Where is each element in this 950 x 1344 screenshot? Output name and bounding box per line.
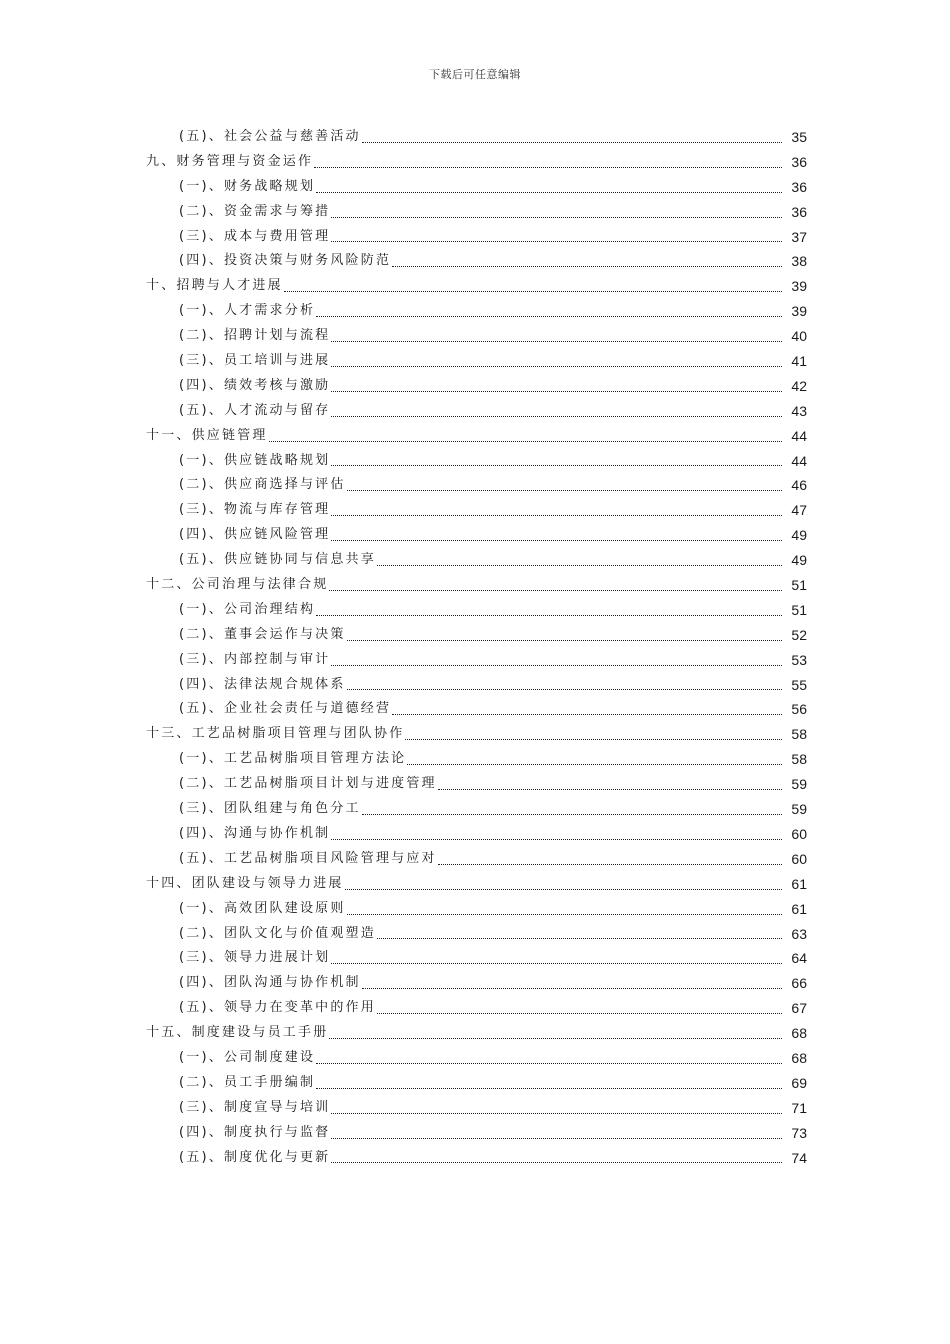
toc-entry-label: 十三、工艺品树脂项目管理与团队协作 (146, 722, 404, 747)
toc-dot-leader (331, 665, 782, 666)
toc-dot-leader (377, 565, 782, 566)
toc-dot-leader (377, 1013, 782, 1014)
toc-section-entry[interactable] (0, 673, 950, 698)
toc-dot-leader (331, 465, 782, 466)
toc-section-entry[interactable] (0, 399, 950, 424)
toc-page-number: 66 (791, 975, 807, 992)
toc-section-entry[interactable] (0, 922, 950, 947)
toc-section-entry[interactable] (0, 747, 950, 772)
toc-section-entry[interactable] (0, 125, 950, 150)
toc-entry-label: (三)、团队组建与角色分工 (179, 797, 361, 822)
toc-dot-leader (377, 938, 782, 939)
toc-dot-leader (331, 241, 782, 242)
toc-section-entry[interactable] (0, 1121, 950, 1146)
toc-page-number: 61 (791, 900, 807, 917)
toc-entry-label: (二)、董事会运作与决策 (179, 623, 346, 648)
toc-entry-label: (一)、工艺品树脂项目管理方法论 (179, 747, 406, 772)
toc-section-entry[interactable] (0, 822, 950, 847)
toc-dot-leader (316, 615, 782, 616)
toc-page-number: 36 (791, 203, 807, 220)
toc-page-number: 44 (791, 427, 807, 444)
toc-section-entry[interactable] (0, 523, 950, 548)
toc-page-number: 43 (791, 402, 807, 419)
toc-entry-label: (四)、供应链风险管理 (179, 523, 330, 548)
toc-entry-label: (三)、成本与费用管理 (179, 225, 330, 250)
toc-dot-leader (392, 266, 782, 267)
toc-dot-leader (331, 366, 782, 367)
toc-chapter-entry[interactable] (0, 424, 950, 449)
toc-page-number: 64 (791, 950, 807, 967)
toc-entry-label: (四)、法律法规合规体系 (179, 673, 346, 698)
toc-section-entry[interactable] (0, 897, 950, 922)
toc-page-number: 71 (791, 1099, 807, 1116)
toc-section-entry[interactable] (0, 249, 950, 274)
toc-dot-leader (331, 391, 782, 392)
toc-section-entry[interactable] (0, 473, 950, 498)
toc-dot-leader (345, 889, 782, 890)
toc-page-number: 39 (791, 303, 807, 320)
toc-section-entry[interactable] (0, 1046, 950, 1071)
toc-section-entry[interactable] (0, 299, 950, 324)
toc-dot-leader (362, 142, 782, 143)
toc-entry-label: (一)、财务战略规划 (179, 175, 315, 200)
toc-section-entry[interactable] (0, 996, 950, 1021)
toc-dot-leader (392, 714, 782, 715)
toc-entry-label: 十一、供应链管理 (146, 424, 268, 449)
toc-section-entry[interactable] (0, 349, 950, 374)
toc-page-number: 39 (791, 278, 807, 295)
toc-page-number: 46 (791, 477, 807, 494)
toc-dot-leader (407, 764, 782, 765)
toc-dot-leader (362, 814, 782, 815)
toc-section-entry[interactable] (0, 498, 950, 523)
toc-page-number: 59 (791, 801, 807, 818)
toc-entry-label: (一)、公司治理结构 (179, 598, 315, 623)
toc-page-number: 51 (791, 577, 807, 594)
toc-dot-leader (331, 1162, 782, 1163)
toc-entry-label: (二)、员工手册编制 (179, 1071, 315, 1096)
toc-dot-leader (316, 1088, 782, 1089)
toc-section-entry[interactable] (0, 797, 950, 822)
toc-entry-label: (五)、领导力在变革中的作用 (179, 996, 376, 1021)
toc-dot-leader (331, 963, 782, 964)
toc-entry-label: (四)、绩效考核与激励 (179, 374, 330, 399)
toc-entry-label: (三)、制度宣导与培训 (179, 1096, 330, 1121)
toc-section-entry[interactable] (0, 648, 950, 673)
toc-chapter-entry[interactable] (0, 573, 950, 598)
toc-dot-leader (331, 341, 782, 342)
toc-entry-label: (三)、内部控制与审计 (179, 648, 330, 673)
toc-page-number: 61 (791, 875, 807, 892)
toc-entry-label: 九、财务管理与资金运作 (146, 150, 313, 175)
toc-page-number: 53 (791, 651, 807, 668)
toc-dot-leader (347, 689, 782, 690)
toc-page-number: 38 (791, 253, 807, 270)
toc-page-number: 67 (791, 1000, 807, 1017)
toc-page-number: 51 (791, 601, 807, 618)
toc-section-entry[interactable] (0, 175, 950, 200)
toc-page-number: 59 (791, 776, 807, 793)
toc-section-entry[interactable] (0, 324, 950, 349)
toc-page-number: 60 (791, 850, 807, 867)
toc-page-number: 52 (791, 626, 807, 643)
toc-chapter-entry[interactable] (0, 722, 950, 747)
toc-page-number: 42 (791, 377, 807, 394)
toc-dot-leader (331, 839, 782, 840)
toc-page-number: 74 (791, 1149, 807, 1166)
toc-entry-label: (五)、人才流动与留存 (179, 399, 330, 424)
toc-dot-leader (314, 167, 782, 168)
toc-dot-leader (269, 441, 782, 442)
toc-entry-label: (一)、人才需求分析 (179, 299, 315, 324)
table-of-contents (0, 125, 950, 1170)
toc-dot-leader (331, 1113, 782, 1114)
toc-section-entry[interactable] (0, 200, 950, 225)
toc-entry-label: 十五、制度建设与员工手册 (146, 1021, 328, 1046)
toc-section-entry[interactable] (0, 598, 950, 623)
toc-section-entry[interactable] (0, 1071, 950, 1096)
toc-page-number: 58 (791, 726, 807, 743)
toc-entry-label: (三)、领导力进展计划 (179, 946, 330, 971)
toc-chapter-entry[interactable] (0, 274, 950, 299)
toc-page-number: 68 (791, 1049, 807, 1066)
toc-section-entry[interactable] (0, 971, 950, 996)
toc-entry-label: (二)、团队文化与价值观塑造 (179, 922, 376, 947)
toc-entry-label: (四)、制度执行与监督 (179, 1121, 330, 1146)
toc-page-number: 49 (791, 552, 807, 569)
toc-page-number: 49 (791, 527, 807, 544)
toc-page-number: 41 (791, 353, 807, 370)
toc-dot-leader (316, 192, 782, 193)
toc-page-number: 37 (791, 228, 807, 245)
toc-entry-label: (四)、沟通与协作机制 (179, 822, 330, 847)
toc-dot-leader (438, 789, 782, 790)
toc-entry-label: 十二、公司治理与法律合规 (146, 573, 328, 598)
toc-entry-label: (四)、投资决策与财务风险防范 (179, 249, 391, 274)
toc-section-entry[interactable] (0, 374, 950, 399)
toc-dot-leader (329, 1038, 782, 1039)
toc-page-number: 56 (791, 701, 807, 718)
toc-dot-leader (331, 515, 782, 516)
toc-section-entry[interactable] (0, 1096, 950, 1121)
toc-entry-label: (一)、公司制度建设 (179, 1046, 315, 1071)
toc-dot-leader (329, 590, 782, 591)
toc-dot-leader (284, 291, 782, 292)
toc-section-entry[interactable] (0, 847, 950, 872)
toc-entry-label: 十、招聘与人才进展 (146, 274, 283, 299)
toc-dot-leader (331, 1138, 782, 1139)
toc-section-entry[interactable] (0, 772, 950, 797)
toc-section-entry[interactable] (0, 946, 950, 971)
toc-section-entry[interactable] (0, 548, 950, 573)
toc-section-entry[interactable] (0, 449, 950, 474)
toc-entry-label: (五)、制度优化与更新 (179, 1146, 330, 1171)
toc-dot-leader (331, 416, 782, 417)
toc-entry-label: (一)、供应链战略规划 (179, 449, 330, 474)
toc-dot-leader (438, 864, 782, 865)
toc-page-number: 40 (791, 328, 807, 345)
toc-entry-label: (二)、资金需求与筹措 (179, 200, 330, 225)
toc-dot-leader (347, 914, 782, 915)
toc-entry-label: (五)、社会公益与慈善活动 (179, 125, 361, 150)
toc-dot-leader (331, 540, 782, 541)
toc-entry-label: (四)、团队沟通与协作机制 (179, 971, 361, 996)
toc-page-number: 60 (791, 825, 807, 842)
page-header: 下载后可任意编辑 (429, 68, 521, 81)
toc-chapter-entry[interactable] (0, 872, 950, 897)
toc-dot-leader (347, 490, 782, 491)
toc-page-number: 69 (791, 1074, 807, 1091)
toc-entry-label: (二)、工艺品树脂项目计划与进度管理 (179, 772, 437, 797)
toc-chapter-entry[interactable] (0, 1021, 950, 1046)
toc-section-entry[interactable] (0, 225, 950, 250)
toc-section-entry[interactable] (0, 623, 950, 648)
toc-entry-label: (三)、物流与库存管理 (179, 498, 330, 523)
toc-entry-label: 十四、团队建设与领导力进展 (146, 872, 344, 897)
toc-dot-leader (362, 988, 782, 989)
toc-page-number: 55 (791, 676, 807, 693)
toc-dot-leader (347, 640, 782, 641)
toc-entry-label: (二)、供应商选择与评估 (179, 473, 346, 498)
toc-page-number: 36 (791, 153, 807, 170)
toc-dot-leader (316, 316, 782, 317)
toc-entry-label: (一)、高效团队建设原则 (179, 897, 346, 922)
toc-page-number: 68 (791, 1025, 807, 1042)
toc-dot-leader (331, 217, 782, 218)
toc-page-number: 73 (791, 1124, 807, 1141)
toc-page-number: 47 (791, 502, 807, 519)
toc-dot-leader (405, 739, 782, 740)
toc-page-number: 63 (791, 925, 807, 942)
toc-entry-label: (五)、工艺品树脂项目风险管理与应对 (179, 847, 437, 872)
toc-section-entry[interactable] (0, 697, 950, 722)
toc-page-number: 44 (791, 452, 807, 469)
toc-page-number: 58 (791, 751, 807, 768)
toc-page-number: 35 (791, 129, 807, 145)
toc-page-number: 36 (791, 178, 807, 195)
toc-entry-label: (二)、招聘计划与流程 (179, 324, 330, 349)
toc-chapter-entry[interactable] (0, 150, 950, 175)
toc-entry-label: (五)、供应链协同与信息共享 (179, 548, 376, 573)
toc-section-entry[interactable] (0, 1146, 950, 1171)
toc-dot-leader (316, 1063, 782, 1064)
toc-entry-label: (三)、员工培训与进展 (179, 349, 330, 374)
toc-entry-label: (五)、企业社会责任与道德经营 (179, 697, 391, 722)
